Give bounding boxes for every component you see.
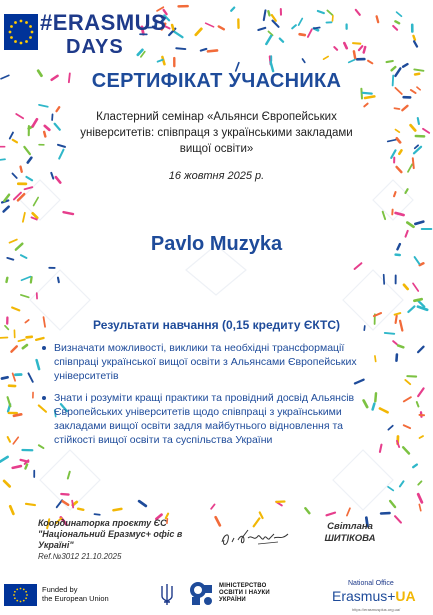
confetti-piece <box>302 59 304 62</box>
eu-star-icon <box>29 25 32 28</box>
eu-star-icon <box>10 36 13 39</box>
participant-name: Pavlo Muzyka <box>150 233 283 255</box>
confetti-piece <box>219 26 224 29</box>
learning-outcomes-list <box>40 341 380 455</box>
eu-star-icon <box>14 597 16 599</box>
confetti-piece <box>396 213 404 215</box>
eu-star-icon <box>16 600 18 602</box>
confetti-piece <box>23 213 25 222</box>
confetti-piece <box>364 47 366 52</box>
confetti-piece <box>413 465 417 468</box>
confetti-piece <box>208 50 217 51</box>
confetti-piece <box>64 212 73 214</box>
funded-line: Funded by <box>42 585 78 594</box>
eu-flag-icon <box>4 14 38 50</box>
confetti-piece <box>37 360 39 369</box>
results-heading: Результати навчання (0,15 кредиту ЄКТС) <box>93 318 340 332</box>
confetti-piece <box>34 198 39 206</box>
confetti-piece <box>174 32 182 37</box>
confetti-piece <box>231 8 234 11</box>
confetti-piece <box>418 347 423 352</box>
confetti-piece <box>403 447 409 453</box>
event-date: 16 жовтня 2025 р. <box>168 170 265 182</box>
confetti-piece <box>413 283 418 291</box>
reference-number: Ref.№3012 21.10.2025 <box>38 552 122 561</box>
eu-star-icon <box>25 21 28 24</box>
coordinator-block <box>38 518 198 562</box>
ministry-logo-icon <box>189 581 215 607</box>
confetti-piece <box>388 426 392 430</box>
confetti-piece <box>399 150 401 153</box>
coordinator-line: "Національний Еразмус+ офіс в <box>38 529 183 539</box>
eu-star-icon <box>31 31 34 34</box>
event-subtitle: Кластерний семінар «Альянси Європейських університетів: співпраця з українськими закладами вищої освіти» <box>80 111 353 155</box>
signer-first-name: Світлана <box>327 521 373 532</box>
confetti-piece <box>397 12 402 16</box>
confetti-piece <box>139 501 146 506</box>
confetti-piece <box>31 277 32 282</box>
erasmus-text: Erasmus+ <box>332 588 396 604</box>
confetti-piece <box>21 460 29 462</box>
confetti-piece <box>418 481 421 484</box>
confetti-piece <box>33 213 37 217</box>
confetti-piece <box>13 140 17 142</box>
confetti-piece <box>27 337 32 338</box>
confetti-piece <box>404 425 410 428</box>
confetti-piece <box>324 56 329 59</box>
confetti-piece <box>400 481 404 486</box>
confetti-piece <box>408 306 414 312</box>
confetti-piece <box>414 41 417 46</box>
confetti-piece <box>413 158 414 168</box>
confetti-piece <box>299 18 303 25</box>
confetti-piece <box>395 130 399 133</box>
coordinator-line: Координаторка проєкту ЄС <box>38 518 167 528</box>
list-item <box>40 341 380 383</box>
confetti-piece <box>305 508 309 513</box>
confetti-piece <box>405 380 410 384</box>
confetti-piece <box>415 222 423 224</box>
confetti-piece <box>206 23 214 27</box>
confetti-piece <box>393 26 397 30</box>
bullet-icon <box>42 346 46 350</box>
eu-star-icon <box>29 36 32 39</box>
confetti-piece <box>24 147 29 154</box>
confetti-piece <box>387 61 393 62</box>
confetti-piece <box>391 150 395 157</box>
confetti-piece <box>397 138 400 142</box>
confetti-piece <box>413 36 414 40</box>
confetti-piece <box>418 388 423 396</box>
confetti-piece <box>13 437 18 444</box>
confetti-piece <box>423 129 429 133</box>
logo-text-days: DAYS <box>66 36 124 58</box>
confetti-piece <box>418 307 427 310</box>
confetti-piece <box>404 397 411 401</box>
confetti-piece <box>28 158 32 163</box>
confetti-piece <box>264 10 266 20</box>
confetti-piece <box>404 285 408 289</box>
outcome-text: Визначати можливості, виклики та необхідні трансформації співпраці української вищої освіти з Альянсами Європейських університетів <box>54 342 357 382</box>
confetti-piece <box>380 408 388 412</box>
confetti-piece <box>344 43 346 48</box>
confetti-piece <box>395 21 399 23</box>
confetti-piece <box>355 263 362 269</box>
eu-star-icon <box>14 21 17 24</box>
funded-line: the European Union <box>42 594 109 603</box>
funded-by-eu-logo <box>4 582 119 610</box>
ministry-name <box>219 583 270 604</box>
signer-last-name: ШИТІКОВА <box>324 533 376 544</box>
eu-star-icon <box>20 588 22 590</box>
confetti-piece <box>0 337 7 338</box>
confetti-piece <box>403 64 407 67</box>
confetti-piece <box>28 373 32 381</box>
bullet-icon <box>42 396 46 400</box>
confetti-piece <box>8 397 11 406</box>
confetti-piece <box>418 494 422 502</box>
confetti-piece <box>393 341 397 344</box>
confetti-piece <box>268 31 272 35</box>
eu-star-icon <box>20 601 22 603</box>
confetti-piece <box>25 464 27 468</box>
confetti-piece <box>4 207 9 212</box>
confetti-piece <box>334 47 337 50</box>
confetti-piece <box>39 105 48 107</box>
confetti-piece <box>314 27 320 28</box>
confetti-piece <box>356 10 360 15</box>
confetti-piece <box>21 295 29 297</box>
confetti-piece <box>364 104 367 107</box>
confetti-piece <box>383 212 385 219</box>
erasmus-ua-url: https://erasmusplus.org.ua/ <box>352 607 401 612</box>
confetti-piece <box>10 506 13 514</box>
eu-star-icon <box>10 25 13 28</box>
confetti-piece <box>55 124 60 130</box>
confetti-piece <box>78 509 83 510</box>
eu-star-icon <box>14 591 16 593</box>
confetti-piece <box>415 257 420 264</box>
confetti-piece <box>7 278 8 282</box>
confetti-piece <box>354 51 355 58</box>
ua-text: UA <box>395 588 416 604</box>
confetti-piece <box>21 277 30 281</box>
confetti-piece <box>327 10 332 15</box>
confetti-piece <box>68 472 70 479</box>
confetti-piece <box>402 106 407 110</box>
confetti-piece <box>196 29 202 35</box>
confetti-piece <box>418 118 419 124</box>
confetti-piece <box>327 513 336 516</box>
confetti-piece <box>292 25 296 28</box>
confetti-piece <box>0 457 8 462</box>
confetti-piece <box>414 299 421 301</box>
confetti-piece <box>58 145 65 147</box>
confetti-piece <box>12 308 19 311</box>
confetti-piece <box>113 509 121 510</box>
confetti-piece <box>388 487 393 491</box>
confetti-piece <box>258 28 265 30</box>
national-office-label: National Office <box>348 580 394 587</box>
eu-star-icon <box>25 597 27 599</box>
confetti-piece <box>407 223 413 227</box>
confetti-piece <box>419 504 420 510</box>
eu-flag-icon <box>4 584 37 606</box>
confetti-piece <box>353 43 360 44</box>
confetti-piece <box>411 125 416 130</box>
confetti-piece <box>13 466 21 468</box>
eu-star-icon <box>23 588 25 590</box>
confetti-piece <box>25 187 33 189</box>
confetti-piece <box>2 377 8 378</box>
confetti-piece <box>23 345 27 348</box>
confetti-piece <box>377 16 379 22</box>
confetti-piece <box>365 96 374 98</box>
confetti-piece <box>420 436 423 438</box>
confetti-piece <box>394 192 395 196</box>
trident-icon <box>160 582 174 606</box>
confetti-piece <box>44 132 45 137</box>
confetti-piece <box>211 504 214 508</box>
confetti-piece <box>385 333 394 334</box>
confetti-piece <box>14 414 21 416</box>
confetti-piece <box>58 278 59 283</box>
confetti-piece <box>61 494 68 495</box>
eu-star-icon <box>25 40 28 43</box>
erasmus-ua-wordmark <box>332 588 416 604</box>
confetti-piece <box>138 50 143 55</box>
confetti-piece <box>0 159 5 160</box>
funded-by-text <box>42 585 109 603</box>
ministry-line: МІНІСТЕРСТВО <box>219 583 267 589</box>
confetti-piece <box>347 508 350 515</box>
confetti-piece <box>16 114 23 118</box>
eu-star-icon <box>23 600 25 602</box>
confetti-piece <box>57 107 60 111</box>
eu-star-icon <box>9 31 12 34</box>
confetti-piece <box>394 108 399 109</box>
confetti-piece <box>300 34 305 35</box>
eu-star-icon <box>16 588 18 590</box>
confetti-piece <box>395 516 401 522</box>
confetti-piece <box>268 11 269 15</box>
signer-name <box>315 521 385 545</box>
confetti-piece <box>10 133 13 139</box>
confetti-piece <box>388 140 397 142</box>
confetti-piece <box>308 29 312 37</box>
confetti-piece <box>7 258 13 260</box>
confetti-piece <box>398 345 403 347</box>
coordinator-line: Україні" <box>38 540 74 550</box>
ministry-line: ОСВІТИ І НАУКИ <box>219 590 270 596</box>
confetti-piece <box>359 46 362 50</box>
confetti-piece <box>280 39 283 42</box>
confetti-piece <box>395 313 401 315</box>
confetti-piece <box>368 61 372 64</box>
logo-text-erasmus: #ERASMUS <box>40 10 167 35</box>
confetti-piece <box>63 501 69 505</box>
footer-logos <box>0 578 433 615</box>
confetti-piece <box>260 512 263 518</box>
confetti-piece <box>36 338 43 340</box>
confetti-piece <box>33 119 37 126</box>
confetti-piece <box>380 445 382 452</box>
ministry-line: УКРАЇНИ <box>219 597 246 603</box>
confetti-piece <box>4 481 10 486</box>
confetti-piece <box>94 514 99 515</box>
confetti-piece <box>390 501 395 507</box>
confetti-piece <box>72 501 73 508</box>
confetti-piece <box>417 402 419 406</box>
outcome-text: Знати і розуміти кращі практики та провідний досвід Альянсів Європейських університетів щодо співпраці з українськими закладами вищої освіти задля майбутнього відновлення та стійкості вищої освіти та суспільства України <box>54 392 355 446</box>
confetti-piece <box>8 437 10 442</box>
confetti-piece <box>158 60 163 62</box>
confetti-piece <box>266 36 271 44</box>
confetti-piece <box>176 48 185 49</box>
confetti-piece <box>172 25 173 29</box>
eu-star-icon <box>20 42 23 45</box>
eu-star-icon <box>20 20 23 23</box>
confetti-piece <box>59 150 63 159</box>
eu-star-icon <box>14 40 17 43</box>
confetti-piece <box>26 504 35 505</box>
certificate-title: СЕРТИФІКАТ УЧАСНИКА <box>91 70 342 92</box>
confetti-piece <box>405 189 407 193</box>
confetti-piece <box>11 346 16 351</box>
erasmus-ua-logo <box>330 580 430 614</box>
eu-star-icon <box>13 594 15 596</box>
confetti-piece <box>415 145 418 148</box>
erasmus-days-logo <box>4 6 167 58</box>
confetti-piece <box>57 500 62 507</box>
confetti-piece <box>18 340 24 342</box>
confetti-piece <box>201 49 207 51</box>
signature-image <box>218 520 294 554</box>
confetti-piece <box>45 126 50 130</box>
confetti-piece <box>349 60 355 63</box>
eu-star-icon <box>25 591 27 593</box>
confetti-piece <box>318 11 324 13</box>
eu-star-icon <box>26 594 28 596</box>
list-item <box>40 391 380 447</box>
